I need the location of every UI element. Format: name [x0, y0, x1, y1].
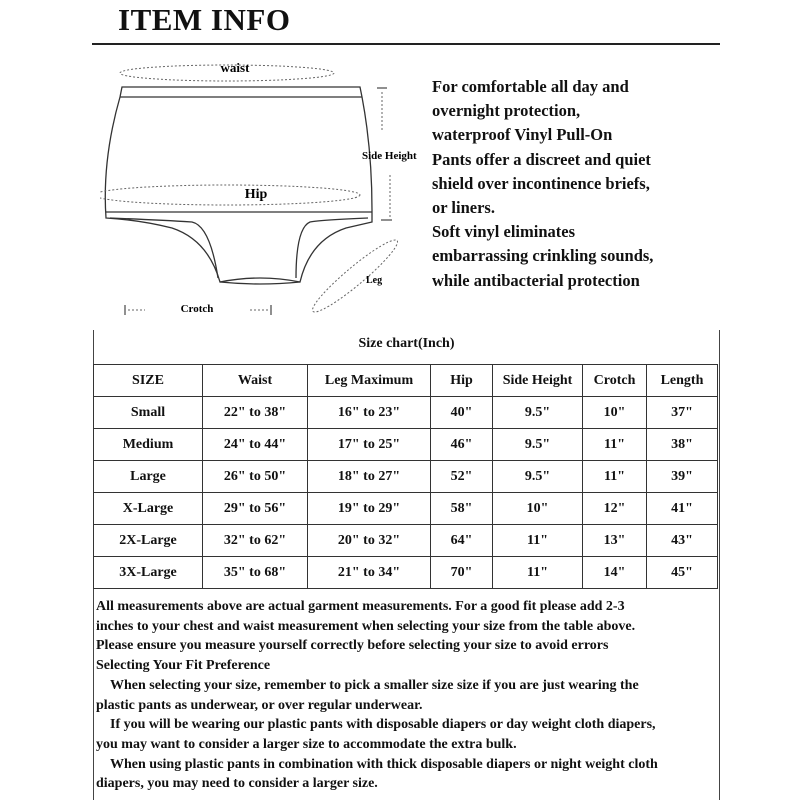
value-cell: 9.5" — [493, 461, 583, 493]
column-header: Side Height — [493, 365, 583, 397]
table-row — [94, 493, 718, 525]
table-row — [94, 461, 718, 493]
table-row — [94, 397, 718, 429]
size-cell: Medium — [94, 429, 203, 461]
value-cell: 17" to 25" — [308, 429, 431, 461]
garment-diagram — [100, 50, 430, 325]
value-cell: 29" to 56" — [203, 493, 308, 525]
size-cell: Small — [94, 397, 203, 429]
page-title: ITEM INFO — [118, 2, 291, 37]
note-line: If you will be wearing our plastic pants with disposable diapers or day weight cloth diapers, — [110, 717, 656, 733]
description-line: Pants offer a discreet and quiet — [432, 149, 651, 169]
column-header: Waist — [203, 365, 308, 397]
note-line: Please ensure you measure yourself correctly before selecting your size to avoid errors — [96, 638, 609, 654]
note-line: inches to your chest and waist measurement when selecting your size from the table above. — [96, 618, 636, 634]
value-cell: 9.5" — [493, 397, 583, 429]
product-description — [432, 75, 792, 293]
title-divider — [92, 43, 720, 45]
column-header: Hip — [431, 365, 493, 397]
value-cell: 11" — [583, 429, 647, 461]
description-line: waterproof Vinyl Pull-On — [432, 125, 613, 145]
note-line: When selecting your size, remember to pick a smaller size size if you are just wearing the — [110, 677, 639, 693]
value-cell: 43" — [647, 525, 718, 557]
value-cell: 13" — [583, 525, 647, 557]
description-line: overnight protection, — [432, 101, 581, 121]
column-header: Leg Maximum — [308, 365, 431, 397]
crotch-label: Crotch — [180, 303, 214, 315]
value-cell: 11" — [583, 461, 647, 493]
value-cell: 18" to 27" — [308, 461, 431, 493]
column-header: Length — [647, 365, 718, 397]
value-cell: 40" — [431, 397, 493, 429]
table-header-row — [94, 365, 718, 397]
value-cell: 46" — [431, 429, 493, 461]
size-chart-caption: Size chart(Inch) — [358, 336, 455, 351]
size-cell: 2X-Large — [94, 525, 203, 557]
description-line: or liners. — [432, 198, 495, 218]
table-row — [94, 557, 718, 589]
value-cell: 20" to 32" — [308, 525, 431, 557]
description-line: Soft vinyl eliminates — [432, 222, 575, 242]
value-cell: 45" — [647, 557, 718, 589]
sizing-notes — [96, 597, 721, 794]
waist-label: waist — [220, 60, 250, 75]
note-line: When using plastic pants in combination with thick disposable diapers or night weight cloth — [110, 756, 658, 772]
description-line: For comfortable all day and — [432, 77, 629, 96]
note-heading: Selecting Your Fit Preference — [96, 658, 271, 674]
value-cell: 39" — [647, 461, 718, 493]
value-cell: 21" to 34" — [308, 557, 431, 589]
value-cell: 22" to 38" — [203, 397, 308, 429]
value-cell: 11" — [493, 557, 583, 589]
value-cell: 10" — [583, 397, 647, 429]
hip-label: Hip — [244, 187, 268, 202]
value-cell: 41" — [647, 493, 718, 525]
note-line: plastic pants as underwear, or over regular underwear. — [96, 697, 423, 713]
size-chart-table — [93, 364, 718, 589]
value-cell: 24" to 44" — [203, 429, 308, 461]
value-cell: 35" to 68" — [203, 557, 308, 589]
size-cell: Large — [94, 461, 203, 493]
side-height-label: Side Height — [362, 150, 417, 162]
column-header: Crotch — [583, 365, 647, 397]
table-row — [94, 429, 718, 461]
value-cell: 70" — [431, 557, 493, 589]
value-cell: 26" to 50" — [203, 461, 308, 493]
value-cell: 38" — [647, 429, 718, 461]
description-line: shield over incontinence briefs, — [432, 173, 650, 193]
value-cell: 19" to 29" — [308, 493, 431, 525]
leg-label: Leg — [366, 275, 383, 286]
value-cell: 32" to 62" — [203, 525, 308, 557]
note-line: diapers, you may need to consider a larger size. — [96, 776, 378, 792]
table-row — [94, 525, 718, 557]
value-cell: 52" — [431, 461, 493, 493]
description-line: while antibacterial protection — [432, 270, 640, 290]
value-cell: 37" — [647, 397, 718, 429]
value-cell: 12" — [583, 493, 647, 525]
note-line: you may want to consider a larger size to accommodate the extra bulk. — [96, 736, 517, 752]
value-cell: 14" — [583, 557, 647, 589]
size-cell: 3X-Large — [94, 557, 203, 589]
value-cell: 58" — [431, 493, 493, 525]
value-cell: 16" to 23" — [308, 397, 431, 429]
value-cell: 11" — [493, 525, 583, 557]
value-cell: 9.5" — [493, 429, 583, 461]
pants-outline — [105, 87, 372, 284]
size-cell: X-Large — [94, 493, 203, 525]
value-cell: 10" — [493, 493, 583, 525]
description-line: embarrassing crinkling sounds, — [432, 246, 654, 266]
value-cell: 64" — [431, 525, 493, 557]
column-header: SIZE — [94, 365, 203, 397]
note-line: All measurements above are actual garment measurements. For a good fit please add 2-3 — [96, 599, 625, 614]
